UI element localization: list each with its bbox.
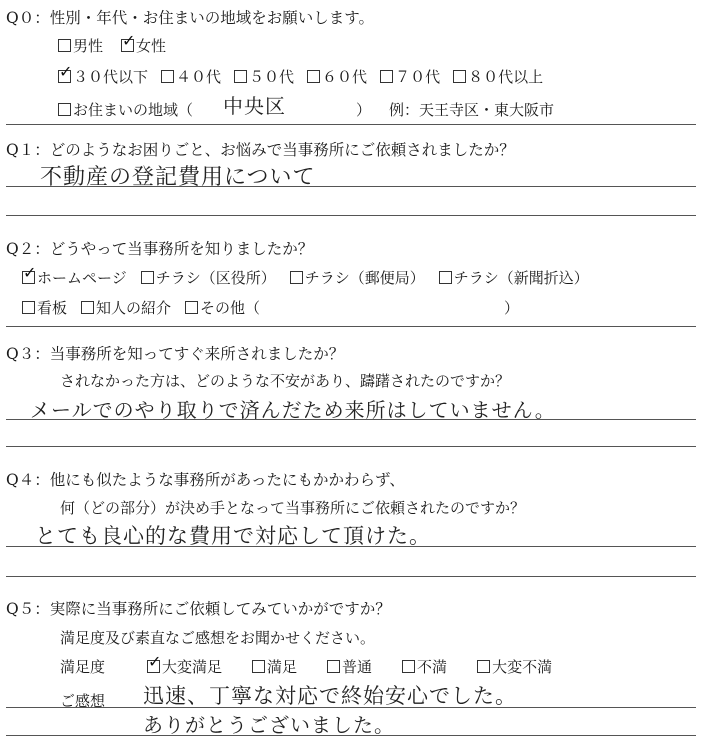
source-option-homepage[interactable] bbox=[22, 263, 127, 288]
source-option-flyer-newspaper[interactable] bbox=[439, 267, 589, 288]
age-option-60s[interactable] bbox=[307, 66, 367, 87]
answer-line bbox=[6, 707, 696, 708]
q0-region-row bbox=[58, 95, 554, 124]
gender-option-male[interactable] bbox=[58, 35, 103, 56]
answer-line bbox=[6, 735, 696, 736]
q0-question: Q０：性別・年代・お住まいの地域をお願いします。 bbox=[6, 9, 374, 27]
q3-question: Q３：当事務所を知ってすぐ来所されましたか？ bbox=[6, 345, 345, 363]
checkbox-age-30s[interactable] bbox=[58, 62, 73, 83]
q0-age-group bbox=[58, 62, 544, 87]
q2-row1 bbox=[22, 263, 589, 288]
checkbox-dissatisfied[interactable] bbox=[402, 660, 415, 673]
divider bbox=[6, 124, 696, 125]
satisfaction-option-very-satisfied[interactable] bbox=[147, 652, 223, 677]
checkbox-age-50s[interactable] bbox=[234, 70, 247, 83]
checkbox-male[interactable] bbox=[58, 39, 71, 52]
satisfaction-option-label: 普通 bbox=[342, 658, 373, 676]
age-option-50s[interactable] bbox=[234, 66, 294, 87]
source-label: チラシ（郵便局） bbox=[304, 269, 425, 287]
divider bbox=[6, 326, 696, 327]
checkbox-very-dissatisfied[interactable] bbox=[477, 660, 490, 673]
checkbox-very-satisfied[interactable] bbox=[147, 652, 162, 673]
source-label: 看板 bbox=[37, 299, 68, 317]
answer-line bbox=[6, 576, 696, 577]
checkbox-age-60s[interactable] bbox=[307, 70, 320, 83]
gender-label-male: 男性 bbox=[73, 37, 104, 55]
checkbox-flyer-ward[interactable] bbox=[141, 271, 154, 284]
comment-line-2[interactable]: ありがとうございました。 bbox=[143, 713, 395, 737]
checkbox-age-80s[interactable] bbox=[453, 70, 466, 83]
check-mark-icon: ✓ bbox=[122, 31, 136, 50]
age-label: ６０代 bbox=[322, 68, 368, 86]
q1-question: Q１：どのようなお困りごと、お悩みで当事務所にご依頼されましたか？ bbox=[6, 141, 515, 159]
checkbox-referral[interactable] bbox=[81, 301, 94, 314]
source-option-signboard[interactable] bbox=[22, 297, 67, 318]
checkbox-region[interactable] bbox=[58, 103, 71, 116]
answer-line bbox=[6, 186, 696, 187]
answer-line bbox=[6, 446, 696, 447]
check-mark-icon: ✓ bbox=[59, 62, 73, 81]
satisfaction-option-very-dissatisfied[interactable] bbox=[477, 656, 552, 677]
check-mark-icon: ✓ bbox=[148, 652, 162, 671]
checkbox-flyer-newspaper[interactable] bbox=[439, 271, 452, 284]
q4-answer[interactable]: とても良心的な費用で対応して頂けた。 bbox=[35, 524, 431, 548]
answer-line bbox=[6, 546, 696, 547]
source-option-flyer-post[interactable] bbox=[290, 267, 425, 288]
q3-sub: されなかった方は、どのような不安があり、躊躇されたのですか？ bbox=[60, 372, 511, 390]
q2-row2 bbox=[22, 297, 519, 318]
source-label: 知人の紹介 bbox=[96, 299, 172, 317]
q5-sub: 満足度及び素直なご感想をお聞かせください。 bbox=[60, 629, 376, 647]
region-example: 例：天王寺区・東大阪市 bbox=[389, 101, 555, 119]
source-label: チラシ（区役所） bbox=[155, 269, 276, 287]
satisfaction-option-satisfied[interactable] bbox=[252, 656, 297, 677]
q2-question: Q２：どうやって当事務所を知りましたか？ bbox=[6, 240, 314, 258]
age-option-40s[interactable] bbox=[161, 66, 221, 87]
checkbox-other[interactable] bbox=[185, 301, 198, 314]
age-label: ４０代 bbox=[176, 68, 222, 86]
source-option-other[interactable] bbox=[185, 297, 260, 318]
source-option-referral[interactable] bbox=[81, 297, 171, 318]
region-label: お住まいの地域（ bbox=[73, 101, 194, 119]
other-close: ） bbox=[504, 299, 520, 317]
satisfaction-option-label: 大変満足 bbox=[162, 658, 223, 676]
q3-answer[interactable]: メールでのやり取りで済んだため来所はしていません。 bbox=[30, 398, 556, 422]
gender-option-female[interactable] bbox=[121, 31, 167, 56]
age-option-30s[interactable] bbox=[58, 62, 149, 87]
q4-sub: 何（どの部分）が決め手となって当事務所にご依頼されたのですか？ bbox=[60, 499, 526, 517]
comment-label: ご感想 bbox=[60, 692, 106, 710]
age-label: ７０代 bbox=[395, 68, 441, 86]
age-label: ３０代以下 bbox=[73, 68, 149, 86]
checkbox-flyer-post[interactable] bbox=[290, 271, 303, 284]
satisfaction-option-label: 不満 bbox=[417, 658, 448, 676]
checkbox-female[interactable] bbox=[121, 31, 136, 52]
checkbox-age-70s[interactable] bbox=[380, 70, 393, 83]
answer-line bbox=[6, 215, 696, 216]
q1-answer[interactable]: 不動産の登記費用について bbox=[40, 165, 316, 190]
source-option-flyer-ward[interactable] bbox=[141, 267, 276, 288]
q5-question: Q５：実際に当事務所にご依頼してみていかがですか？ bbox=[6, 600, 391, 618]
region-value[interactable]: 中央区 bbox=[223, 94, 287, 118]
source-label: チラシ（新聞折込） bbox=[453, 269, 589, 287]
gender-label-female: 女性 bbox=[136, 37, 167, 55]
comment-line-1[interactable]: 迅速、丁寧な対応で終始安心でした。 bbox=[143, 684, 517, 708]
q5-satisfaction-row bbox=[60, 652, 553, 677]
q0-gender-group bbox=[58, 31, 167, 56]
region-close: ） bbox=[356, 101, 372, 119]
checkbox-neutral[interactable] bbox=[327, 660, 340, 673]
satisfaction-label: 満足度 bbox=[60, 658, 106, 676]
source-label: ホームページ bbox=[37, 269, 127, 287]
age-option-70s[interactable] bbox=[380, 66, 440, 87]
checkbox-homepage[interactable] bbox=[22, 263, 37, 284]
age-label: ５０代 bbox=[249, 68, 295, 86]
checkbox-age-40s[interactable] bbox=[161, 70, 174, 83]
checkbox-satisfied[interactable] bbox=[252, 660, 265, 673]
source-label: その他（ bbox=[200, 299, 261, 317]
age-label: ８０代以上 bbox=[468, 68, 544, 86]
satisfaction-option-neutral[interactable] bbox=[327, 656, 372, 677]
check-mark-icon: ✓ bbox=[23, 263, 37, 282]
age-option-80s[interactable] bbox=[453, 66, 543, 87]
satisfaction-option-label: 大変不満 bbox=[492, 658, 553, 676]
q4-question: Q４：他にも似たような事務所があったにもかかわらず、 bbox=[6, 471, 405, 489]
checkbox-signboard[interactable] bbox=[22, 301, 35, 314]
answer-line bbox=[6, 419, 696, 420]
satisfaction-options bbox=[147, 652, 553, 677]
satisfaction-option-label: 満足 bbox=[267, 658, 298, 676]
satisfaction-option-dissatisfied[interactable] bbox=[402, 656, 447, 677]
